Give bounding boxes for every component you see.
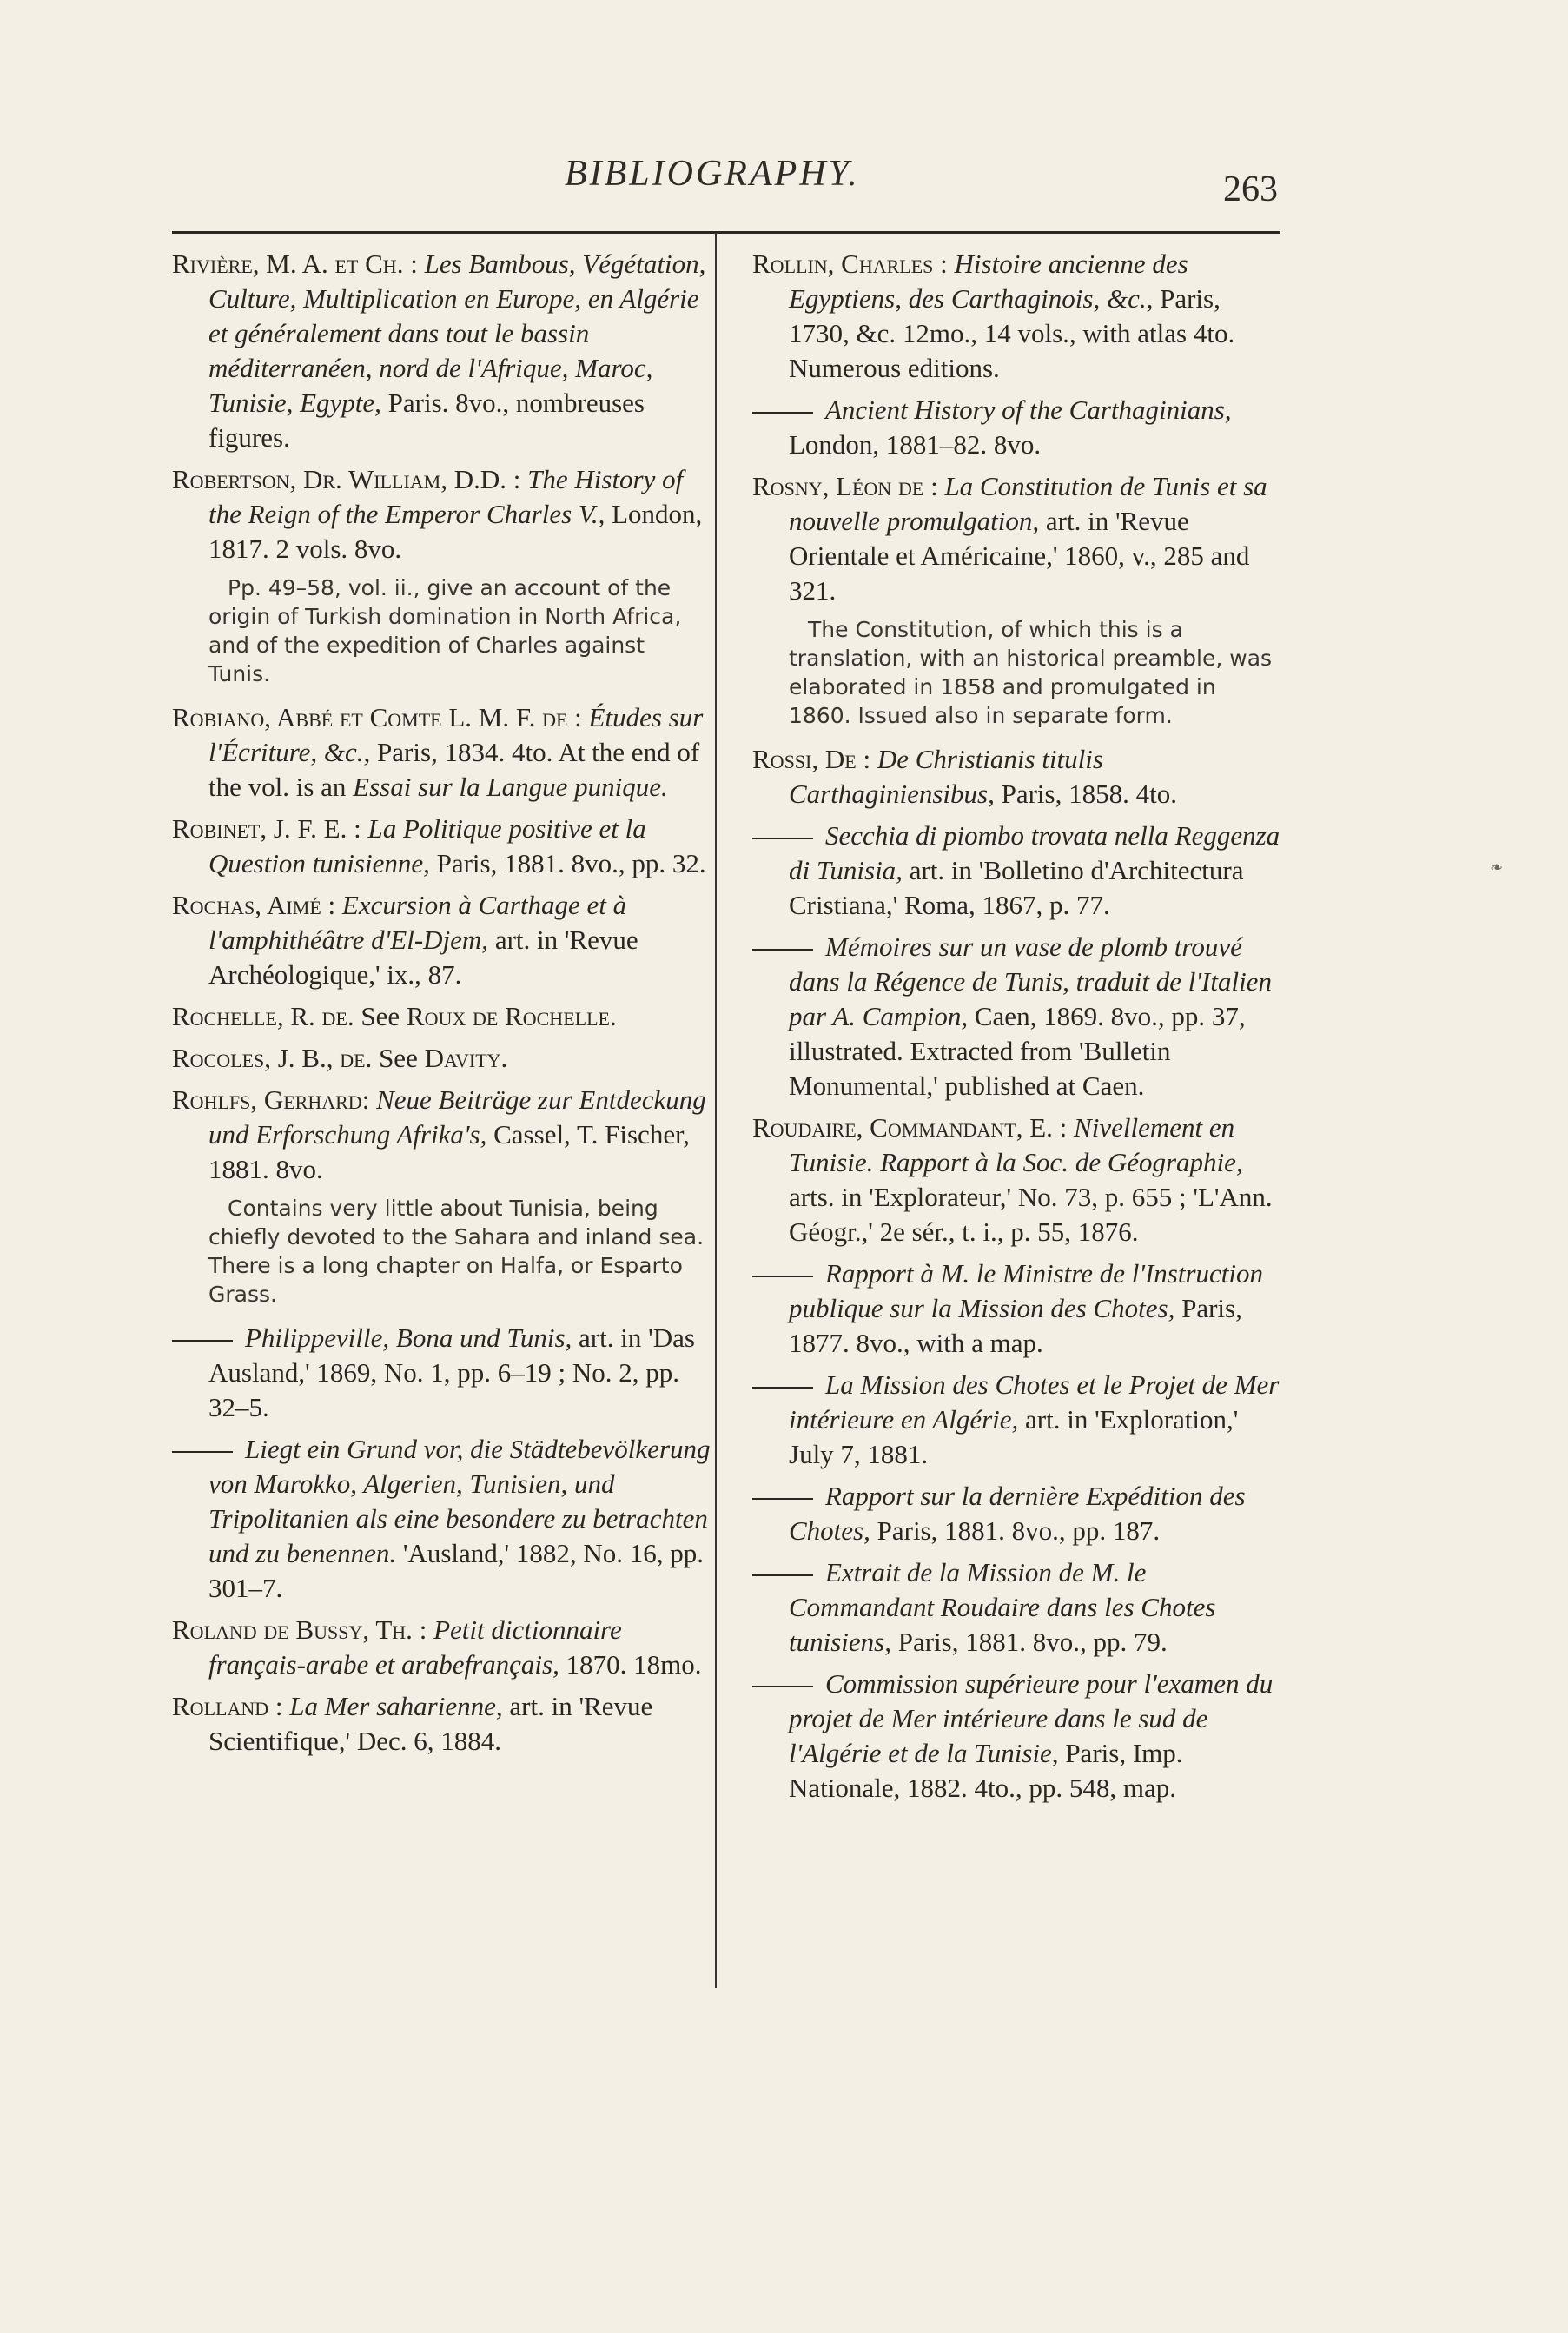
bibliography-entry: [752, 1667, 1282, 1806]
ditto-dash: [172, 1340, 233, 1342]
entry-title: La Politique positive et la Question tunisienne,: [208, 813, 646, 878]
bibliography-entry: [752, 247, 1282, 386]
bibliography-entry: [172, 1321, 711, 1425]
entry-details: Paris, 1858. 4to.: [994, 779, 1177, 809]
bibliography-entry: [752, 393, 1282, 462]
entry-title: Études sur l'Écriture, &c.,: [208, 702, 704, 767]
entry-title: Nivellement en Tunisie. Rapport à la Soc. de Géographie,: [789, 1112, 1243, 1177]
entry-details: Paris, 1881. 8vo., pp. 32.: [429, 848, 706, 878]
entry-details: Paris, 1834. 4to. At the end of the vol. is an: [208, 737, 700, 802]
entry-details: See: [379, 1043, 425, 1073]
bibliography-entry: [752, 819, 1282, 923]
ditto-dash: [752, 838, 813, 839]
entry-separator: :: [933, 249, 955, 279]
running-head: [0, 153, 1568, 209]
entry-separator: :: [856, 744, 877, 774]
entry-title: Les Bambous, Végétation, Culture, Multiplication en Europe, en Algérie et généralement dans tout le bassin méditerranéen, nord de l'Afrique, Maroc, Tunisie, Egypte,: [208, 249, 706, 418]
ditto-dash: [752, 1686, 813, 1687]
ditto-dash: [752, 949, 813, 951]
entry-author: Robertson, Dr. William, D.D.: [172, 464, 506, 494]
entry-separator: :: [361, 1084, 377, 1115]
entry-author: Rocoles, J. B., de.: [172, 1043, 373, 1073]
entry-details: Cassel, T. Fischer, 1881. 8vo.: [208, 1119, 690, 1184]
entry-title: The History of the Reign of the Emperor Charles V.,: [208, 464, 684, 529]
bibliography-entry: [752, 469, 1282, 608]
entry-details: art. in 'Das Ausland,' 1869, No. 1, pp. 6–19 ; No. 2, pp. 32–5.: [208, 1322, 695, 1422]
entry-title: Rapport sur la dernière Expédition des Chotes,: [789, 1481, 1246, 1546]
entry-details: 'Ausland,' 1882, No. 16, pp. 301–7.: [208, 1538, 704, 1603]
ditto-dash: [752, 1498, 813, 1500]
entry-title-secondary: Essai sur la Langue punique.: [353, 772, 668, 802]
entry-details: Paris, Imp. Nationale, 1882. 4to., pp. 548, map.: [789, 1738, 1183, 1803]
bibliography-entry: [752, 1555, 1282, 1660]
annotation-note: Contains very little about Tunisia, being chiefly devoted to the Sahara and inland sea. There is a long chapter on Halfa, or Esparto Grass.: [208, 1196, 705, 1307]
entry-cross-reference: Roux de Rochelle.: [406, 1001, 617, 1031]
entry-title: La Mission des Chotes et le Projet de Mer intérieure en Algérie,: [789, 1369, 1280, 1435]
bibliography-entry: [752, 1256, 1282, 1361]
entry-details: Paris, 1881. 8vo., pp. 187.: [870, 1515, 1161, 1546]
entry-author: Robiano, Abbé et Comte L. M. F. de: [172, 702, 568, 732]
entry-separator: :: [403, 249, 425, 279]
entry-title: La Constitution de Tunis et sa nouvelle promulgation,: [789, 471, 1267, 536]
bibliography-entry: [172, 700, 711, 805]
entry-author: Rohlfs, Gerhard: [172, 1084, 362, 1115]
bibliography-entry: [172, 888, 711, 992]
entry-title: Neue Beiträge zur Entdeckung und Erforschung Afrika's,: [208, 1084, 706, 1150]
annotation-note: Pp. 49–58, vol. ii., give an account of the origin of Turkish domination in North Africa, and of the expedition of Charles against Tunis.: [208, 575, 682, 686]
entry-author: Rochelle, R. de.: [172, 1001, 354, 1031]
entry-author: Rochas, Aimé: [172, 890, 321, 920]
entry-details: London, 1817. 2 vols. 8vo.: [208, 499, 703, 564]
left-column: [172, 247, 711, 1766]
entry-author: Rolland: [172, 1691, 269, 1721]
bibliography-entry: [752, 930, 1282, 1104]
ditto-dash: [172, 1451, 233, 1453]
entry-details: arts. in 'Explorateur,' No. 73, p. 655 ; 'L'Ann. Géogr.,' 2e sér., t. i., p. 55, 1876.: [789, 1182, 1273, 1247]
entry-separator: :: [321, 890, 342, 920]
ditto-dash: [752, 1574, 813, 1576]
entry-title: Philippeville, Bona und Tunis,: [245, 1322, 572, 1353]
ditto-dash: [752, 1387, 813, 1389]
annotation-note: The Constitution, of which this is a translation, with an historical preamble, was elaborated in 1858 and promulgated in 1860. Issued also in separate form.: [789, 617, 1273, 728]
entry-title: Excursion à Carthage et à l'amphithéâtre d'El-Djem,: [208, 890, 627, 955]
bibliography-entry: [752, 1479, 1282, 1548]
entry-separator: :: [1052, 1112, 1075, 1143]
entry-details: Paris, 1881. 8vo., pp. 79.: [890, 1627, 1168, 1657]
ditto-dash: [752, 412, 813, 414]
bibliography-entry: [172, 462, 711, 567]
bibliography-entry: [172, 1613, 711, 1682]
entry-title: Histoire ancienne des Egyptiens, des Carthaginois, &c.,: [789, 249, 1188, 314]
column-divider: [715, 233, 717, 1988]
page-number: 263: [1223, 169, 1278, 209]
entry-details: Caen, 1869. 8vo., pp. 37, illustrated. Extracted from 'Bulletin Monumental,' published at Caen.: [789, 1001, 1246, 1101]
bibliography-entry: [172, 1083, 711, 1187]
bibliography-entry: [752, 1368, 1282, 1472]
running-title: BIBLIOGRAPHY.: [565, 154, 860, 194]
entry-title: Mémoires sur un vase de plomb trouvé dans la Régence de Tunis, traduit de l'Italien par A. Campion,: [789, 931, 1272, 1031]
entry-title: Liegt ein Grund vor, die Städtebevölkerung von Marokko, Algerien, Tunisien, und Tripolitanien als eine besondere zu betrachten und zu benennen.: [208, 1434, 711, 1568]
entry-title: Ancient History of the Carthaginians,: [825, 394, 1232, 425]
bibliography-entry: [172, 812, 711, 881]
entry-separator: :: [268, 1691, 290, 1721]
entry-details: Paris. 8vo., nombreuses figures.: [208, 388, 645, 453]
entry-details: London, 1881–82. 8vo.: [789, 429, 1042, 460]
entry-details: art. in 'Revue Scientifique,' Dec. 6, 1884.: [208, 1691, 653, 1756]
entry-details: See: [361, 1001, 407, 1031]
entry-details: art. in 'Revue Orientale et Américaine,' 1860, v., 285 and 321.: [789, 506, 1250, 606]
entry-separator: :: [347, 813, 368, 844]
ditto-dash: [752, 1276, 813, 1277]
entry-details: art. in 'Revue Archéologique,' ix., 87.: [208, 925, 638, 990]
entry-title: Petit dictionnaire français-arabe et arabefrançais,: [208, 1614, 622, 1680]
entry-separator: [372, 1043, 379, 1073]
entry-details: Paris, 1877. 8vo., with a map.: [789, 1293, 1242, 1358]
entry-separator: :: [506, 464, 528, 494]
entry-title: La Mer saharienne,: [289, 1691, 503, 1721]
entry-title: De Christianis titulis Carthaginiensibus,: [789, 744, 1103, 809]
printer-mark: ❧: [1490, 858, 1504, 876]
entry-separator: :: [567, 702, 589, 732]
entry-details: 1870. 18mo.: [559, 1649, 702, 1680]
entry-details: Paris, 1730, &c. 12mo., 14 vols., with atlas 4to. Numerous editions.: [789, 283, 1235, 383]
entry-author: Rivière, M. A. et Ch.: [172, 249, 404, 279]
entry-author: Roudaire, Commandant, E.: [752, 1112, 1053, 1143]
right-column: [752, 247, 1282, 1813]
entry-separator: :: [412, 1614, 434, 1645]
entry-title: Extrait de la Mission de M. le Commandant Roudaire dans les Chotes tunisiens,: [789, 1557, 1216, 1657]
bibliography-entry: [752, 1110, 1282, 1249]
entry-author: Robinet, J. F. E.: [172, 813, 347, 844]
bibliography-entry: [172, 247, 711, 455]
entry-title: Commission supérieure pour l'examen du projet de Mer intérieure dans le sud de l'Algérie et de la Tunisie,: [789, 1668, 1274, 1768]
bibliography-entry: [172, 1432, 711, 1606]
bibliography-entry: [752, 742, 1282, 812]
entry-details: art. in 'Exploration,' July 7, 1881.: [789, 1404, 1239, 1469]
bibliography-entry: [172, 999, 711, 1034]
entry-title: Rapport à M. le Ministre de l'Instruction publique sur la Mission des Chotes,: [789, 1258, 1264, 1323]
entry-author: Roland de Bussy, Th.: [172, 1614, 413, 1645]
entry-author: Rollin, Charles: [752, 249, 934, 279]
entry-details: art. in 'Bolletino d'Architectura Cristiana,' Roma, 1867, p. 77.: [789, 855, 1244, 920]
bibliography-entry: [172, 1689, 711, 1759]
entry-author: Rosny, Léon de: [752, 471, 924, 501]
entry-author: Rossi, De: [752, 744, 857, 774]
header-rule: [172, 231, 1280, 234]
bibliography-entry: [172, 1041, 711, 1076]
entry-separator: :: [923, 471, 945, 501]
entry-cross-reference: Davity.: [424, 1043, 508, 1073]
entry-title: Secchia di piombo trovata nella Reggenza di Tunisia,: [789, 820, 1280, 885]
